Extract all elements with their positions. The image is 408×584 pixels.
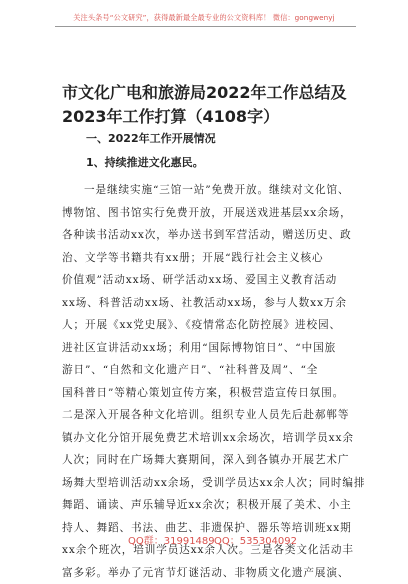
body-line: 舞蹈、诵读、声乐辅导近xx余次；积极开展了美术、小主 — [62, 494, 362, 517]
body-line: 富多彩。举办了元宵节灯谜活动、非物质文化遗产展演、 — [62, 562, 362, 584]
body-line: 持人、舞蹈、书法、曲艺、非遗保护、器乐等培训班xx期 — [62, 517, 362, 540]
document-title-line-1: 市文化广电和旅游局2022年工作总结及 — [62, 80, 362, 103]
body-line: 价值观”活动xx场、研学活动xx场、爱国主义教育活动 — [62, 269, 362, 292]
body-line: 治、文学等书籍共有xx册；开展“践行社会主义核心 — [62, 247, 362, 270]
body-line: 人；开展《xx党史展》、《疫情常态化防控展》进校园、 — [62, 314, 362, 337]
body-text — [62, 179, 362, 584]
body-line: 一是继续实施“三馆一站”免费开放。继续对文化馆、 — [62, 179, 362, 202]
body-line: 二是深入开展各种文化培训。组织专业人员先后赴郝郸等 — [62, 404, 362, 427]
document-title-line-2: 2023年工作打算（4108字） — [62, 104, 362, 127]
body-line: 镇办文化分馆开展免费艺术培训xx余场次，培训学员xx余 — [62, 427, 362, 450]
qq-contact-label: QQ：535304092 — [214, 532, 297, 547]
body-line: xx余个班次，培训学员达xx余人次。三是各类文化活动丰 — [62, 539, 362, 562]
body-line: xx场、科普活动xx场、社教活动xx场，参与人数xx万余 — [62, 292, 362, 315]
body-line: 博物馆、图书馆实行免费开放，开展送戏进基层xx余场， — [62, 202, 362, 225]
body-line: 人次；同时在广场舞大赛期间，深入到各镇办开展艺术广 — [62, 449, 362, 472]
body-line: 场舞大型培训活动xx余场，受训学员达xx余人次；同时编排 — [62, 472, 362, 495]
contact-footer — [0, 532, 408, 546]
body-line: 游日”、“自然和文化遗产日”、“社科普及周”、“全 — [62, 359, 362, 382]
section-heading: 一、2022年工作开展情况 — [86, 130, 216, 146]
header-divider — [55, 26, 356, 27]
qq-group-label: QQ群：31991489 — [128, 532, 215, 547]
body-line: 各种读书活动xx次，举办送书到军营活动，赠送历史、政 — [62, 224, 362, 247]
promo-banner — [0, 0, 408, 36]
body-line: 进社区宣讲活动xx场；利用“国际博物馆日”、“中国旅 — [62, 337, 362, 360]
body-line: 国科普日”等精心策划宣传方案，积极营造宣传日氛围。 — [62, 382, 362, 405]
promo-banner-text: 关注头条号“公文研究”，获得最新最全最专业的公文资料库！ 微信：gongwenyj — [0, 13, 408, 23]
subsection-heading: 1、持续推进文化惠民。 — [86, 154, 204, 170]
